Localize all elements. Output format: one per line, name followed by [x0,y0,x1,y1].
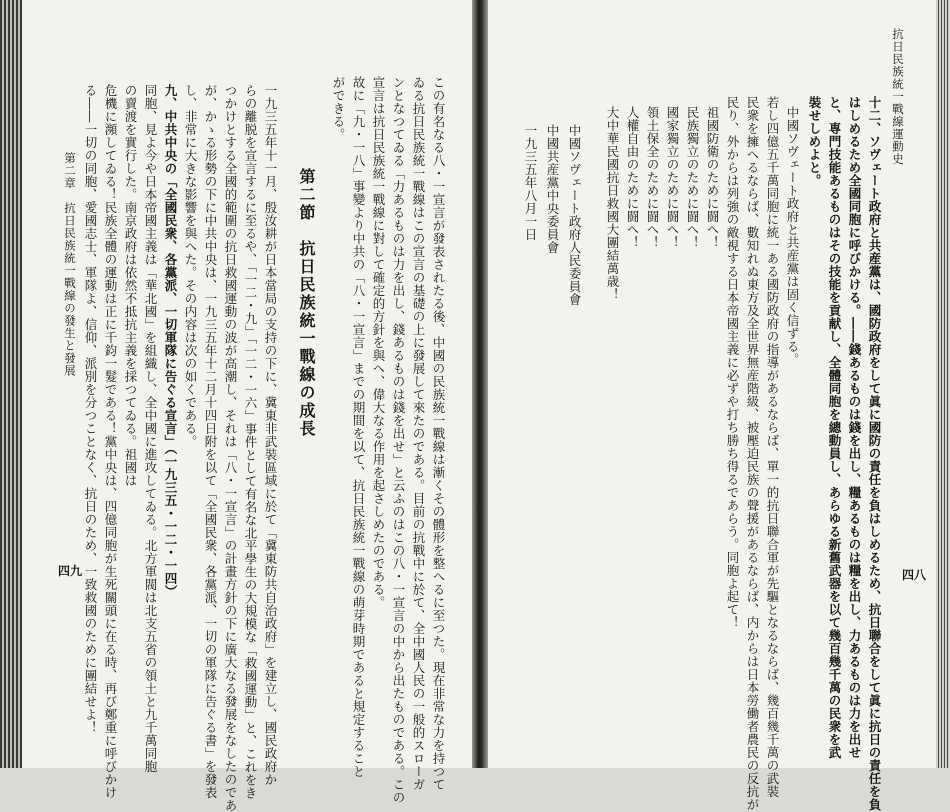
text-column: の賣渡を實行した。南京政府は依然不抵抗主義を採つてゐる。祖國は [123,84,138,487]
left-page [22,0,472,812]
text-column: る――一切の同胞、愛國志士、軍隊よ、信仰、派別を分つことなく、抗日のため、一致救國のために團結せよ！ [83,84,98,734]
text-column: この有名なる八・一宣言が發表されたる後、中國の民族統一戰線は漸くその體形を整へるに至つた。現在非常な力を持つて [431,76,446,791]
page-edge-left [0,0,22,768]
text-column: し、非常に大きな影響を與へた。その内容は次の如くである。 [183,84,198,448]
text-column: 中國ソヴェート政府と共産黨は固く信ずる。 [785,106,800,366]
text-column: 民り、外からは列強の敵視する日本帝國主義に必ずや打ち勝ち得るであらう。同胞よ起て！ [725,96,740,629]
text-column: 祖國防衛のために闘へ！ [705,106,720,249]
text-column: ンとなつてゐる「力あるものは力を出し、錢あるものは錢を出せ」と云ふのはこの八・一宣言の中から出たものである。この [391,76,406,804]
text-column: 一九三五年十一月、殷汝耕が日本當局の支持の下に、冀東非武裝區域に於て「冀東防共自治政府」を建立し、國民政府か [263,84,278,786]
text-column: はしめるため全國同胞に呼びかける。――錢あるものは錢を出し、糧あるものは糧を出し、力あるものは力を出せ [847,96,862,759]
text-column: 九、中共中央の「全國民衆、各黨派、一切軍隊に告ぐる宣言」（一九三五・一二・一四） [163,84,178,598]
text-column: 危機に瀕してゐる！民族全體の運動は正に千鈞一髮である！黨中央は、四億同胞が生死關頭に在る時、再び鄭重に呼びかけ [103,84,118,799]
page-number: 四八 [902,568,927,582]
text-column: 民族獨立のために闘へ！ [685,106,700,249]
text-column: らの離脱を宣言するに至るや、「一二・九」「一二・一六」事件として有名な北平學生の大規模な「救國運動」と、これをき [243,84,258,800]
running-head: 第二章 抗日民族統一戰線の發生と發展 [63,152,77,377]
text-column: 裝せしめよと。 [807,96,822,187]
text-column: 民衆を擁へるならば、數知れぬ東方及全世界無産階級、被壓迫民族の聲援があるならば、内からは日本勞働者農民の反抗が [745,96,760,811]
text-column: 大中華民國抗日救國大團結萬歳！ [605,106,620,301]
text-column: 領土保全のために闘へ！ [645,106,660,249]
text-column: 國家獨立のために闘へ！ [665,106,680,249]
text-column: 故に「九・一八」事變より中共の「八・一宣言」までの期間を以て、抗日民族統一戰線の萌芽時期であると規定すること [351,76,366,778]
page-edge-right [936,0,950,768]
text-column: 宣言は抗日民族統一戰線に對して確定的方針を與へ、偉大なる作用を起さしめたのである。 [371,76,386,609]
text-column: 十二、ソヴェート政府と共産黨は、國防政府をして眞に國防の責任を負はしめるため、抗日聯合をして眞に抗日の責任を負 [867,96,882,811]
signature-line: 一九三五年八月一日 [523,124,538,241]
text-column: と、専門技能あるものはその技能を貢献し、全體同胞を總動員し、あらゆる新舊武器を以て幾百幾千萬の民衆を武 [827,96,842,759]
text-column: ができる。 [331,76,346,141]
running-head: 抗日民族統一戰線運動史 [891,28,905,166]
right-page [488,0,936,811]
signature-line: 中國ソヴェート政府人民委員會 [567,124,582,306]
text-column: 人權自由のために闘へ！ [625,106,640,249]
text-column: 同胞、見よ今や日本帝國主義は「華北國」を組織し、全中國に進攻してゐる。北方軍閥は北支五省の領土と九千萬同胞 [143,84,158,773]
signature-line: 中國共産黨中央委員會 [545,124,560,254]
section-heading: 第二節 抗日民族統一戰線の成長 [297,168,316,438]
text-column: ゐる抗日民族統一戰線はこの宣言の基礎の上に發展して來たのである。目前の抗戰中に於て、全中國人民の一般的スローガ [411,76,426,791]
text-column: が、かゝる形勢の下に中共中央は、一九三五年十二月十四日附を以て「全國民衆、各黨派、一切の軍隊に告ぐる書」を發表 [203,84,218,799]
book-gutter [472,0,488,768]
text-column: つかけとする全國的範圍の抗日救國運動の波が高潮し、それは「八・一宣言」の計畫方針の下に廣大なる發展をなしたのであ [223,84,238,812]
text-column: 若し四億五千萬同胞に統一ある國防政府の指導があるならば、單一的抗日聯合軍が先驅となるならば、幾百幾千萬の武裝 [765,96,780,798]
page-number: 四九 [58,564,83,578]
